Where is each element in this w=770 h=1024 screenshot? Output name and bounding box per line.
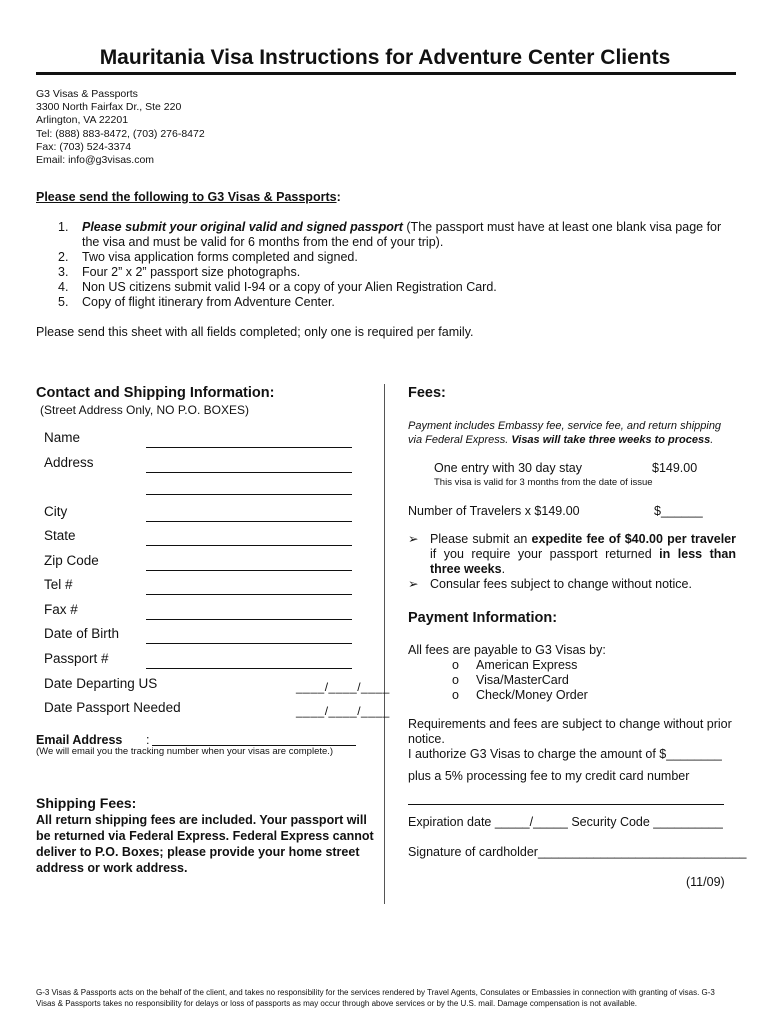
visa-validity-note: This visa is valid for 3 months from the date of issue: [434, 477, 653, 488]
agency-street: 3300 North Fairfax Dr., Ste 220: [36, 101, 182, 114]
item-number: 4.: [58, 280, 69, 294]
street-note: (Street Address Only, NO P.O. BOXES): [40, 403, 249, 417]
send-heading-text: Please send the following to G3 Visas & Passports: [36, 190, 337, 204]
shipping-text: All return shipping fees are included. Your passport will be returned via Federal Express. Federal Express cannot deliver to P.O. Boxes; please provide your home street address or work address.: [36, 813, 374, 875]
agency-fax: Fax: (703) 524-3374: [36, 140, 132, 153]
field-label: City: [44, 504, 68, 519]
family-note: Please send this sheet with all fields completed; only one is required per family.: [36, 325, 474, 339]
item-number: 1.: [58, 220, 69, 234]
address-input-line[interactable]: [146, 472, 352, 473]
field-label: Fax #: [44, 602, 78, 617]
payment-option-amex[interactable]: [452, 658, 588, 673]
passport-number-field[interactable]: [44, 651, 356, 669]
field-label: Zip Code: [44, 553, 99, 568]
email-colon: :: [146, 733, 150, 747]
payment-methods: [452, 658, 588, 703]
expedite-time: in less than three weeks: [430, 547, 736, 576]
item-text: Two visa application forms completed and signed.: [82, 250, 358, 264]
option-circle-icon[interactable]: o: [452, 688, 459, 702]
fees-heading: Fees:: [408, 385, 446, 401]
item-text: Copy of flight itinerary from Adventure Center.: [82, 295, 335, 309]
fax-input-line[interactable]: [146, 619, 352, 620]
email-note: (We will email you the tracking number when your visas are complete.): [36, 746, 334, 757]
field-label: Date Departing US: [44, 676, 158, 691]
item-number: 3.: [58, 265, 69, 279]
fees-note-end: .: [710, 433, 714, 446]
name-field[interactable]: [44, 430, 356, 448]
list-item: [408, 532, 736, 577]
dob-field[interactable]: [44, 626, 356, 644]
field-label: Address: [44, 455, 94, 470]
authorize-amount-field[interactable]: I authorize G3 Visas to charge the amount of $________: [408, 747, 722, 761]
expiration-security-field[interactable]: Expiration date _____/_____ Security Code __________: [408, 815, 723, 829]
agency-city: Arlington, VA 22201: [36, 114, 129, 127]
departing-date-field[interactable]: [44, 676, 390, 694]
option-circle-icon[interactable]: o: [452, 658, 459, 672]
agency-address: [36, 88, 205, 167]
address-field-line2[interactable]: [44, 477, 356, 495]
state-input-line[interactable]: [146, 545, 352, 546]
list-item: [50, 220, 740, 250]
one-entry-price: $149.00: [652, 461, 698, 475]
item-text: (The passport must have at least one blank visa page for the visa and must be valid for 6 months from the end of your trip).: [82, 220, 722, 249]
bullet-text: Consular fees subject to change without notice.: [430, 577, 692, 591]
list-item: [50, 295, 740, 310]
agency-name: G3 Visas & Passports: [36, 88, 138, 100]
agency-email: Email: info@g3visas.com: [36, 154, 155, 167]
needed-date-blank[interactable]: ____/____/____: [296, 704, 390, 718]
signature-field[interactable]: Signature of cardholder______________________________: [408, 845, 747, 859]
field-label: State: [44, 528, 76, 543]
payment-heading: Payment Information:: [408, 610, 558, 626]
bullet-text: .: [501, 562, 506, 576]
passport-input-line[interactable]: [146, 668, 352, 669]
option-label: American Express: [476, 658, 578, 672]
fee-notes: [408, 532, 736, 592]
card-number-input-line[interactable]: [408, 804, 724, 805]
list-item: [50, 250, 740, 265]
passport-needed-field[interactable]: [44, 700, 390, 718]
field-label: Passport #: [44, 651, 109, 666]
list-item: [408, 577, 736, 592]
shipping-heading: Shipping Fees:: [36, 795, 137, 811]
processing-fee-note: plus a 5% processing fee to my credit card number: [408, 769, 690, 783]
tel-input-line[interactable]: [146, 594, 352, 595]
name-input-line[interactable]: [146, 447, 352, 448]
travelers-label: Number of Travelers x $149.00: [408, 504, 580, 518]
fees-note-text: Payment includes Embassy fee, service fee, and return shipping via Federal Express.: [408, 420, 722, 446]
bullet-text: if you require your passport returned: [430, 547, 660, 561]
fees-note: [408, 420, 738, 447]
option-label: Check/Money Order: [476, 688, 588, 702]
option-label: Visa/MasterCard: [476, 673, 569, 687]
title-rule: [36, 72, 736, 75]
departing-date-blank[interactable]: ____/____/____: [296, 680, 390, 694]
email-label: Email Address: [36, 733, 123, 747]
city-field[interactable]: [44, 504, 356, 522]
requirements-list: [50, 220, 740, 310]
arrow-bullet-icon: ➢: [408, 532, 419, 546]
processing-time: Visas will take three weeks to process: [511, 433, 711, 446]
one-entry-label: One entry with 30 day stay: [434, 461, 582, 475]
field-label: Tel #: [44, 577, 73, 592]
field-label: Date of Birth: [44, 626, 120, 641]
revision-date: (11/09): [686, 875, 725, 889]
agency-phone: Tel: (888) 883-8472, (703) 276-8472: [36, 127, 205, 140]
option-circle-icon[interactable]: o: [452, 673, 459, 687]
state-field[interactable]: [44, 528, 356, 546]
item-emphasis: Please submit your original valid and signed passport: [82, 220, 403, 234]
page-title: Mauritania Visa Instructions for Adventure Center Clients: [99, 46, 671, 69]
item-number: 2.: [58, 250, 69, 264]
contact-heading: Contact and Shipping Information:: [36, 385, 275, 401]
dob-input-line[interactable]: [146, 643, 352, 644]
send-heading: [36, 190, 341, 204]
tel-field[interactable]: [44, 577, 356, 595]
column-divider: [384, 384, 385, 904]
zip-input-line[interactable]: [146, 570, 352, 571]
city-input-line[interactable]: [146, 521, 352, 522]
expedite-fee: expedite fee of $40.00 per traveler: [531, 532, 736, 546]
payable-note: All fees are payable to G3 Visas by:: [408, 643, 606, 657]
item-text: Non US citizens submit valid I-94 or a copy of your Alien Registration Card.: [82, 280, 497, 294]
disclaimer-footer: G-3 Visas & Passports acts on the behalf of the client, and takes no responsibility for the services rendered by Travel Agents, Consulates or Embassies in connection with granting of visas. G-3 Visas & Passports takes no responsibility for delays or loss of passports as may occur through above services or by the U.S. mail. Damage compensation is not available.: [36, 988, 715, 1008]
item-number: 5.: [58, 295, 69, 309]
field-label: Date Passport Needed: [44, 700, 181, 715]
field-label: Name: [44, 430, 81, 445]
item-text: Four 2” x 2” passport size photographs.: [82, 265, 301, 279]
arrow-bullet-icon: ➢: [408, 577, 419, 591]
zip-field[interactable]: [44, 553, 356, 571]
address-input-line-2[interactable]: [146, 494, 352, 495]
address-field[interactable]: [44, 455, 356, 473]
requirements-note: [408, 717, 738, 762]
payment-option-visa[interactable]: [452, 673, 588, 688]
travelers-amount-field[interactable]: $______: [654, 504, 703, 518]
change-notice: Requirements and fees are subject to change without prior notice.: [408, 717, 732, 746]
bullet-text: Please submit an: [430, 532, 532, 546]
list-item: [50, 265, 740, 280]
list-item: [50, 280, 740, 295]
send-heading-colon: :: [336, 190, 341, 204]
payment-option-check[interactable]: [452, 688, 588, 703]
fax-field[interactable]: [44, 602, 356, 620]
